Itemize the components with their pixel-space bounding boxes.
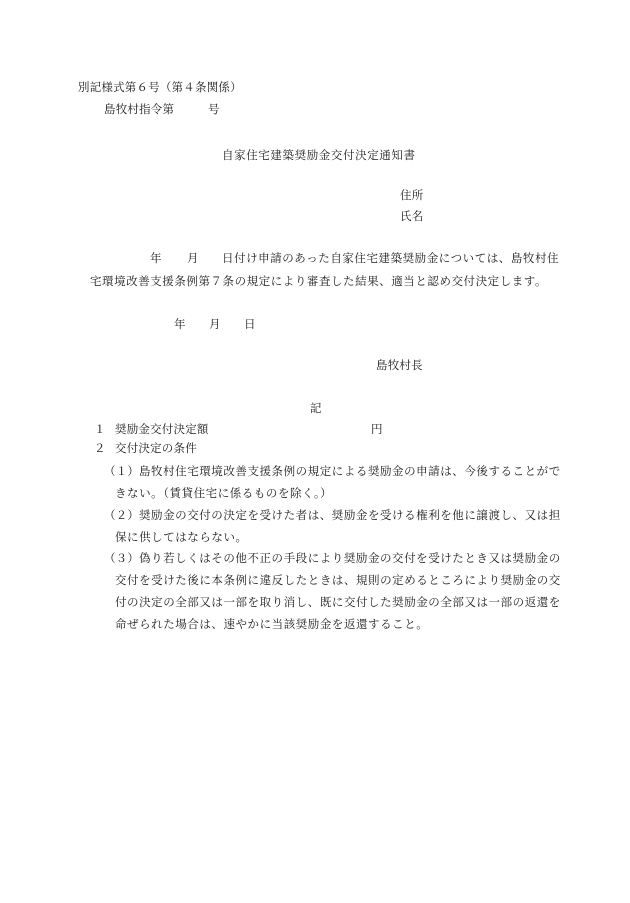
condition-2-line-2: 保に供してはならない。 [115, 530, 248, 544]
form-label: 別記様式第６号（第４条関係） [78, 80, 242, 94]
reference-number-suffix: 号 [208, 102, 220, 116]
condition-2-line-1: 奨励金の交付の決定を受けた者は、奨励金を受ける権利を他に譲渡し、又は担 [139, 508, 561, 522]
document-title: 自家住宅建築奨励金交付決定通知書 [222, 148, 416, 162]
condition-3-line-1: 偽り若しくはその他不正の手段により奨励金の交付を受けたとき又は奨励金の [139, 551, 561, 565]
condition-2-number: （２） [104, 508, 140, 522]
condition-3-line-3: 付の決定の全部又は一部を取り消し、既に交付した奨励金の全部又は一部の返還を [115, 595, 561, 609]
issuer: 島牧村長 [376, 358, 423, 372]
decision-date-month: 月 [209, 317, 221, 331]
item-1-unit: 円 [371, 422, 383, 436]
item-2-label: 交付決定の条件 [115, 441, 197, 455]
address-label: 住所 [400, 188, 424, 202]
decision-date-day: 日 [244, 317, 256, 331]
application-date-year: 年 [150, 251, 162, 265]
application-date-month: 月 [187, 251, 199, 265]
name-label: 氏名 [400, 209, 424, 223]
condition-1-line-2: きない。（賃貸住宅に係るものを除く。） [115, 486, 333, 500]
condition-1-line-1: 島牧村住宅環境改善支援条例の規定による奨励金の申請は、今後することがで [139, 464, 561, 478]
ki-heading: 記 [310, 401, 322, 415]
decision-date-year: 年 [174, 317, 186, 331]
condition-3-line-2: 交付を受けた後に本条例に違反したときは、規則の定めるところにより奨励金の交 [115, 573, 561, 587]
reference-number-prefix: 島牧村指令第 [104, 102, 175, 116]
body-line-1: 日付け申請のあった自家住宅建築奨励金については、島牧村住 [222, 251, 560, 265]
item-1-label: 奨励金交付決定額 [115, 422, 209, 436]
condition-3-line-4: 命ぜられた場合は、速やかに当該奨励金を返還すること。 [115, 617, 429, 631]
item-1-number: １ [94, 422, 106, 436]
item-2-number: ２ [94, 441, 106, 455]
condition-3-number: （３） [104, 551, 140, 565]
body-line-2: 宅環境改善支援条例第７条の規定により審査した結果、適当と認め交付決定します。 [90, 274, 547, 288]
condition-1-number: （１） [104, 464, 140, 478]
